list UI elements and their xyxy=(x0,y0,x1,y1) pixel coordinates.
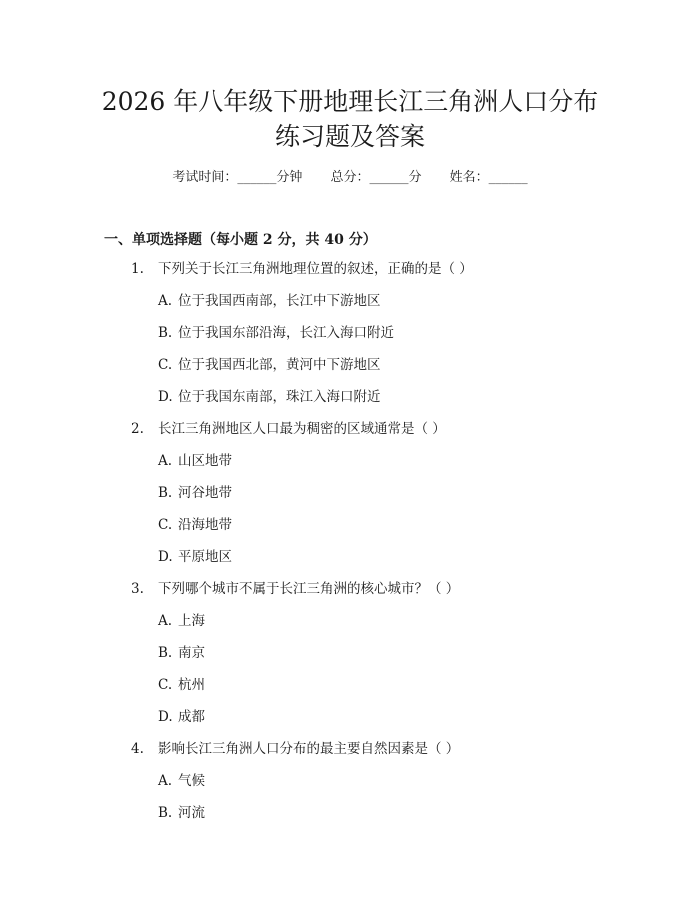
option-text: 沿海地带 xyxy=(178,517,232,533)
question-2 xyxy=(131,418,446,440)
option-letter: B. xyxy=(158,645,173,661)
total-score-label: 总分： xyxy=(330,170,370,185)
total-score xyxy=(330,168,421,188)
option-letter: B. xyxy=(158,805,173,821)
question-number: 2. xyxy=(131,421,144,437)
total-score-blank: ______ xyxy=(369,170,409,185)
exam-time-unit: 分钟 xyxy=(276,170,303,185)
option-letter: A. xyxy=(158,773,173,789)
option-letter: A. xyxy=(158,293,173,309)
option-letter: D. xyxy=(158,549,173,565)
option-1d xyxy=(158,386,381,408)
option-4b xyxy=(158,802,205,824)
exam-meta xyxy=(0,168,700,188)
option-letter: D. xyxy=(158,709,173,725)
student-name-blank: ______ xyxy=(488,170,528,185)
option-3c xyxy=(158,674,205,696)
option-text: 山区地带 xyxy=(178,453,232,469)
option-text: 平原地区 xyxy=(178,549,232,565)
option-2d xyxy=(158,546,232,568)
question-number: 1. xyxy=(131,261,144,277)
section-title: 一、单项选择题（每小题 2 分，共 40 分） xyxy=(104,232,377,248)
option-letter: A. xyxy=(158,453,173,469)
page-title-line-2: 练习题及答案 xyxy=(274,122,425,151)
option-text: 杭州 xyxy=(178,677,205,693)
student-name xyxy=(450,168,528,188)
question-text: 影响长江三角洲人口分布的最主要自然因素是（ ） xyxy=(158,741,460,757)
option-1b xyxy=(158,322,394,344)
total-score-unit: 分 xyxy=(408,170,422,185)
option-2a xyxy=(158,450,232,472)
option-text: 成都 xyxy=(178,709,205,725)
option-text: 河流 xyxy=(178,805,205,821)
question-4 xyxy=(131,738,459,760)
option-letter: A. xyxy=(158,613,173,629)
question-number: 4. xyxy=(131,741,144,757)
option-letter: C. xyxy=(158,677,173,693)
exam-time xyxy=(172,168,302,188)
option-3b xyxy=(158,642,205,664)
option-1c xyxy=(158,354,381,376)
question-text: 下列关于长江三角洲地理位置的叙述，正确的是（ ） xyxy=(158,261,473,277)
option-3d xyxy=(158,706,205,728)
exam-time-label: 考试时间： xyxy=(172,170,238,185)
option-2b xyxy=(158,482,232,504)
option-text: 位于我国东南部，珠江入海口附近 xyxy=(178,389,381,405)
question-1 xyxy=(131,258,473,280)
exam-time-blank: ______ xyxy=(237,170,277,185)
option-1a xyxy=(158,290,381,312)
option-letter: B. xyxy=(158,325,173,341)
option-4a xyxy=(158,770,205,792)
option-text: 位于我国东部沿海，长江入海口附近 xyxy=(178,325,394,341)
question-text: 下列哪个城市不属于长江三角洲的核心城市？（ ） xyxy=(158,581,460,597)
option-text: 河谷地带 xyxy=(178,485,232,501)
option-2c xyxy=(158,514,232,536)
option-letter: C. xyxy=(158,517,173,533)
page-title-line-1: 2026 年八年级下册地理长江三角洲人口分布 xyxy=(101,87,599,116)
option-text: 上海 xyxy=(178,613,205,629)
question-text: 长江三角洲地区人口最为稠密的区域通常是（ ） xyxy=(158,421,446,437)
option-letter: C. xyxy=(158,357,173,373)
option-3a xyxy=(158,610,205,632)
option-text: 南京 xyxy=(178,645,205,661)
student-name-label: 姓名： xyxy=(449,170,489,185)
option-text: 位于我国西南部，长江中下游地区 xyxy=(178,293,381,309)
question-number: 3. xyxy=(131,581,144,597)
option-letter: D. xyxy=(158,389,173,405)
option-letter: B. xyxy=(158,485,173,501)
question-3 xyxy=(131,578,459,600)
option-text: 气候 xyxy=(178,773,205,789)
option-text: 位于我国西北部，黄河中下游地区 xyxy=(178,357,381,373)
